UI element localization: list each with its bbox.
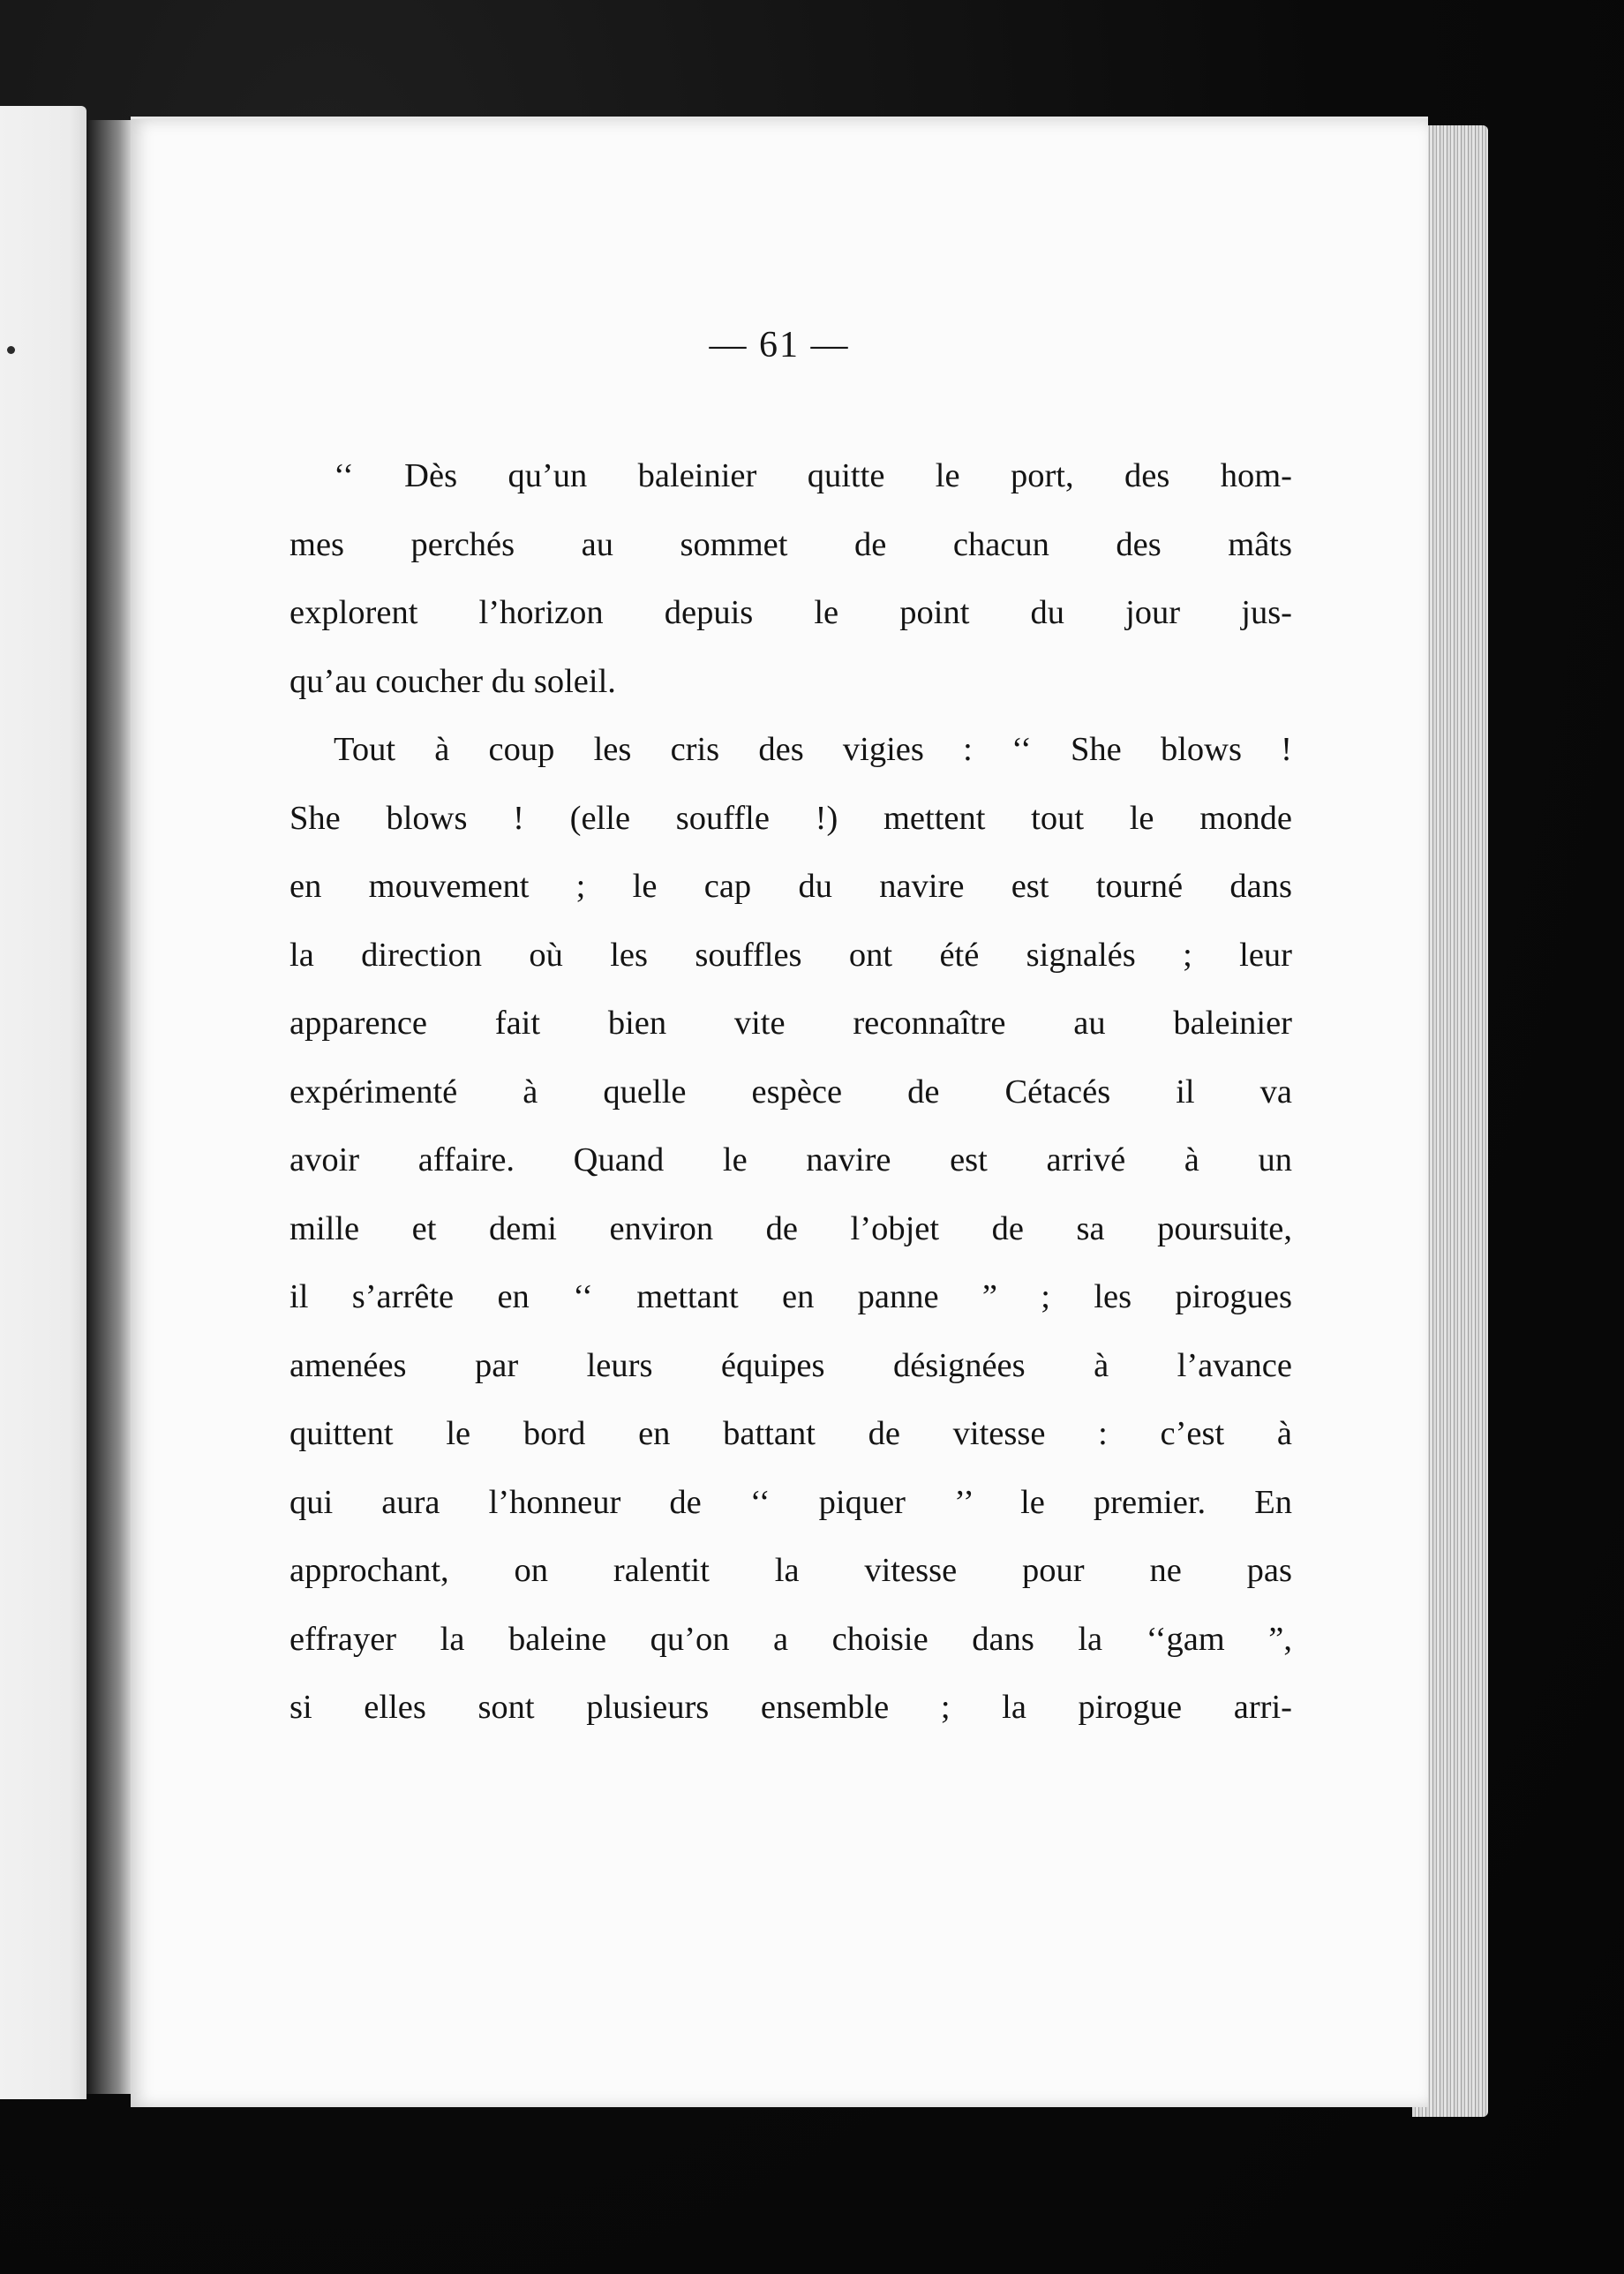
text-line: Tout à coup les cris des vigies : ‘‘ She blows !: [334, 731, 1292, 768]
text-line: la direction où les souffles ont été signalés ; leur: [289, 936, 1292, 974]
book-gutter: [86, 120, 132, 2094]
text-line: expérimenté à quelle espèce de Cétacés il va: [289, 1073, 1292, 1111]
text-line: amenées par leurs équipes désignées à l’avance: [289, 1346, 1292, 1384]
body-text: [289, 442, 1292, 1743]
text-line: She blows ! (elle souffle !) mettent tout le monde: [289, 799, 1292, 837]
text-line: effrayer la baleine qu’on a choisie dans la ‘‘gam ”,: [289, 1620, 1292, 1658]
text-line: il s’arrête en ‘‘ mettant en panne ” ; les pirogues: [289, 1278, 1292, 1315]
text-line: en mouvement ; le cap du navire est tourné dans: [289, 868, 1292, 905]
text-line: avoir affaire. Quand le navire est arrivé à un: [289, 1141, 1292, 1178]
ink-speck: [7, 346, 15, 354]
text-line: ‘‘ Dès qu’un baleinier quitte le port, des hom-: [334, 457, 1292, 494]
text-line: qui aura l’honneur de ‘‘ piquer ’’ le premier. En: [289, 1483, 1292, 1521]
text-line: si elles sont plusieurs ensemble ; la pirogue arri-: [289, 1689, 1292, 1726]
text-line: qu’au coucher du soleil.: [289, 662, 616, 700]
text-line: mille et demi environ de l’objet de sa poursuite,: [289, 1209, 1292, 1247]
previous-page-edge: [0, 106, 86, 2099]
text-line: approchant, on ralentit la vitesse pour ne pas: [289, 1552, 1292, 1589]
text-line: quittent le bord en battant de vitesse : c’est à: [289, 1415, 1292, 1452]
page-number: — 61 —: [709, 325, 850, 365]
text-line: explorent l’horizon depuis le point du jour jus-: [289, 594, 1292, 631]
text-line: apparence fait bien vite reconnaître au baleinier: [289, 1005, 1292, 1042]
text-line: mes perchés au sommet de chacun des mâts: [289, 525, 1292, 563]
book-page: [131, 117, 1428, 2107]
